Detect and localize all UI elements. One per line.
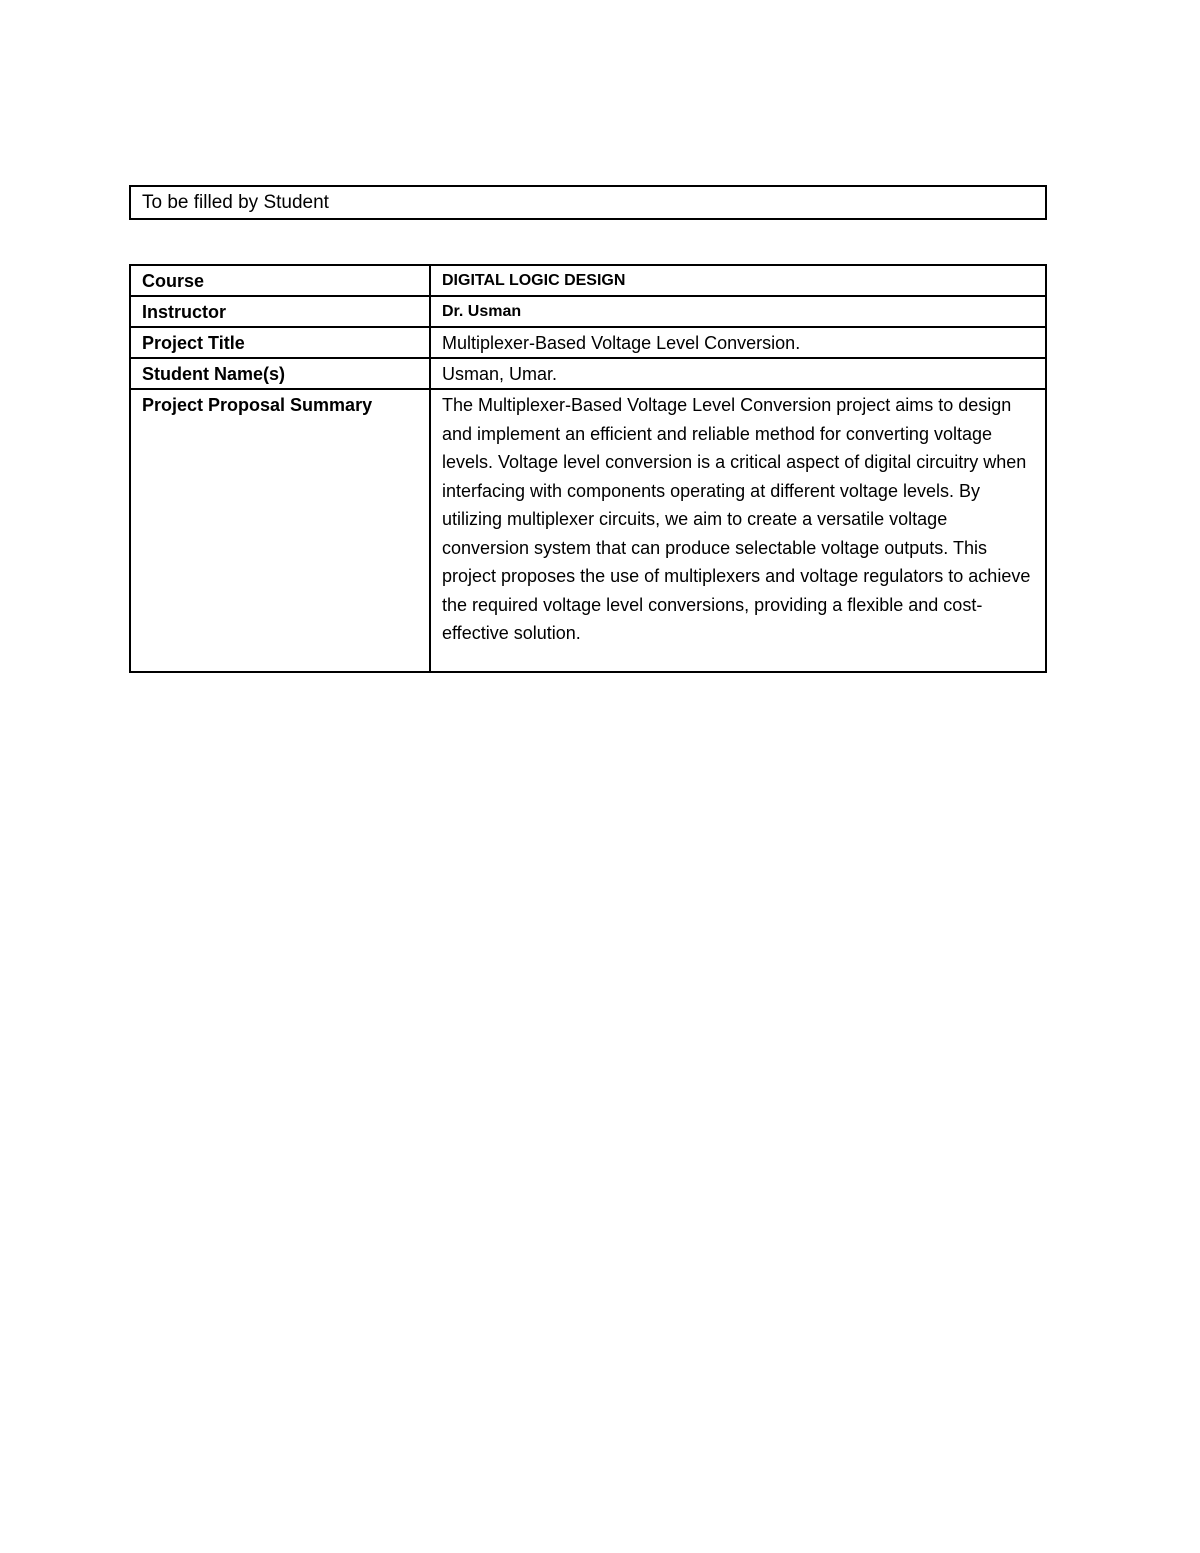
- instructor-label: Instructor: [142, 302, 227, 322]
- course-value-cell: [430, 265, 1046, 296]
- instructor-value: Dr. Usman: [442, 303, 522, 320]
- student-names-label: Student Name(s): [142, 364, 286, 384]
- project-info-table: [129, 264, 1047, 673]
- table-row-proposal-summary: [130, 389, 1046, 672]
- project-title-label: Project Title: [142, 333, 245, 353]
- instructor-value-cell: [430, 296, 1046, 327]
- project-title-label-cell: [130, 327, 430, 358]
- table-row-instructor: [130, 296, 1046, 327]
- project-title-value: Multiplexer-Based Voltage Level Conversion.: [442, 333, 801, 353]
- instructor-label-cell: [130, 296, 430, 327]
- student-section-header: [129, 185, 1047, 220]
- proposal-summary-label: Project Proposal Summary: [142, 395, 373, 415]
- student-section-label: To be filled by Student: [142, 192, 329, 213]
- student-names-value: Usman, Umar.: [442, 364, 558, 384]
- student-names-label-cell: [130, 358, 430, 389]
- course-value: DIGITAL LOGIC DESIGN: [442, 272, 626, 289]
- student-names-value-cell: [430, 358, 1046, 389]
- course-label-cell: [130, 265, 430, 296]
- proposal-summary-text: The Multiplexer-Based Voltage Level Conversion project aims to design and implement an efficient and reliable method for converting voltage levels. Voltage level conversion is a critical aspect of digital circuitry when interfacing with components operating at different voltage levels. By utilizing multiplexer circuits, we aim to create a versatile voltage conversion system that can produce selectable voltage outputs. This project proposes the use of multiplexers and voltage regulators to achieve the required voltage level conversions, providing a flexible and cost-effective solution.: [442, 395, 1031, 643]
- proposal-summary-value-cell: [430, 389, 1046, 672]
- proposal-summary-label-cell: [130, 389, 430, 672]
- table-row-student-names: [130, 358, 1046, 389]
- course-label: Course: [142, 271, 205, 291]
- table-row-project-title: [130, 327, 1046, 358]
- table-row-course: [130, 265, 1046, 296]
- project-title-value-cell: [430, 327, 1046, 358]
